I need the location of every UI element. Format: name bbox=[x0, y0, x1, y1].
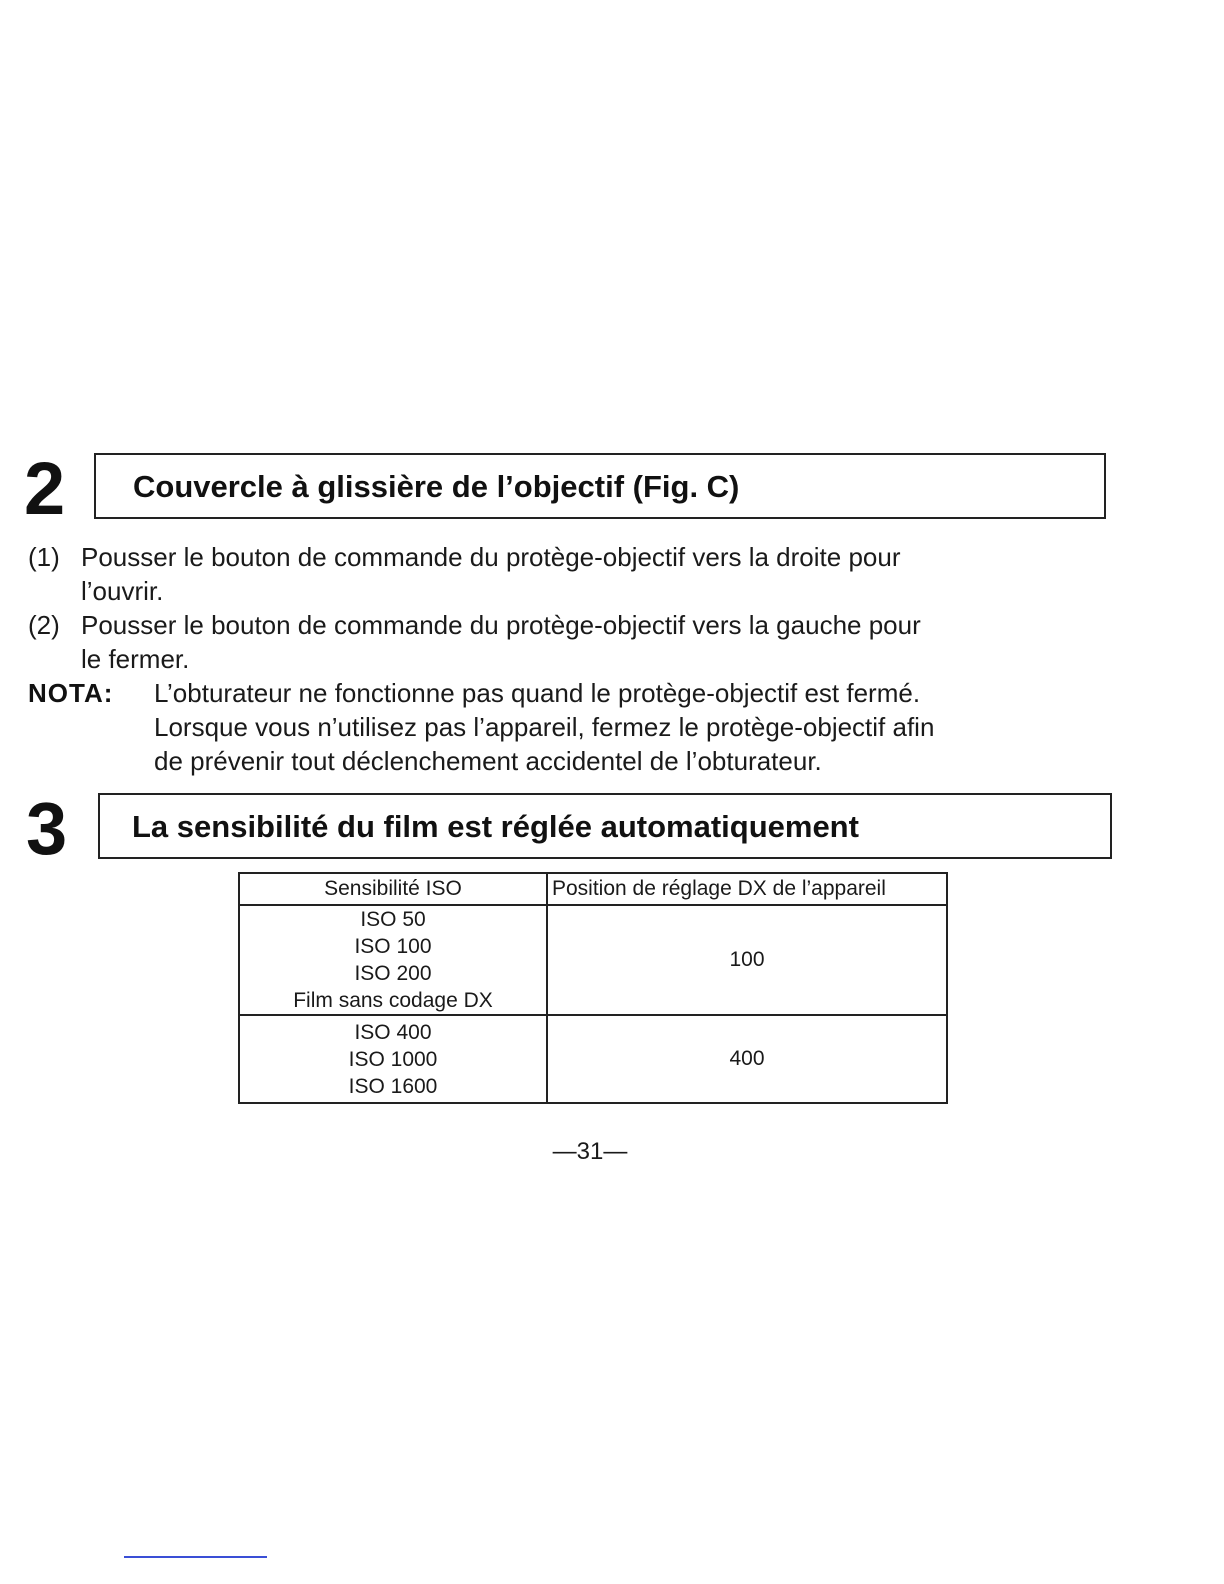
section-3-title: La sensibilité du film est réglée automatiquement bbox=[132, 809, 859, 844]
section-number-3: 3 bbox=[26, 787, 68, 870]
item-1-label: (1) bbox=[28, 542, 60, 572]
table-header-dx-position: Position de réglage DX de l’appareil bbox=[547, 873, 947, 905]
page-number: —31— bbox=[552, 1138, 628, 1165]
iso-dx-table bbox=[238, 872, 948, 1104]
nota-line-2: Lorsque vous n’utilisez pas l’appareil, fermez le protège-objectif afin bbox=[154, 712, 935, 742]
section-number-2: 2 bbox=[24, 447, 66, 530]
iso-value: ISO 50 bbox=[360, 908, 426, 931]
dx-position-cell: 100 bbox=[547, 905, 947, 1015]
item-2-label: (2) bbox=[28, 610, 60, 640]
iso-values-cell bbox=[239, 905, 547, 1015]
iso-value: ISO 100 bbox=[354, 935, 432, 958]
nota-label: NOTA: bbox=[28, 678, 114, 708]
iso-value: ISO 200 bbox=[354, 962, 432, 985]
footer-rule bbox=[124, 1556, 267, 1558]
item-1-line-1: Pousser le bouton de commande du protège-objectif vers la droite pour bbox=[81, 542, 901, 572]
iso-value: Film sans codage DX bbox=[293, 989, 493, 1012]
iso-values-cell bbox=[239, 1015, 547, 1103]
nota-line-3: de prévenir tout déclenchement accidentel de l’obturateur. bbox=[154, 746, 822, 776]
item-1-line-2: l’ouvrir. bbox=[81, 576, 164, 606]
section-2-title: Couvercle à glissière de l’objectif (Fig. C) bbox=[133, 469, 740, 504]
table-row bbox=[239, 1015, 947, 1103]
iso-value: ISO 400 bbox=[354, 1020, 432, 1044]
table-header-iso: Sensibilité ISO bbox=[239, 873, 547, 905]
table-header-row bbox=[239, 873, 947, 905]
iso-value: ISO 1600 bbox=[348, 1074, 438, 1098]
table-row bbox=[239, 905, 947, 1015]
dx-position-cell: 400 bbox=[547, 1015, 947, 1103]
nota-line-1: L’obturateur ne fonctionne pas quand le protège-objectif est fermé. bbox=[154, 678, 921, 708]
item-2-line-1: Pousser le bouton de commande du protège-objectif vers la gauche pour bbox=[81, 610, 921, 640]
iso-value: ISO 1000 bbox=[348, 1047, 438, 1071]
item-2-line-2: le fermer. bbox=[81, 644, 190, 674]
